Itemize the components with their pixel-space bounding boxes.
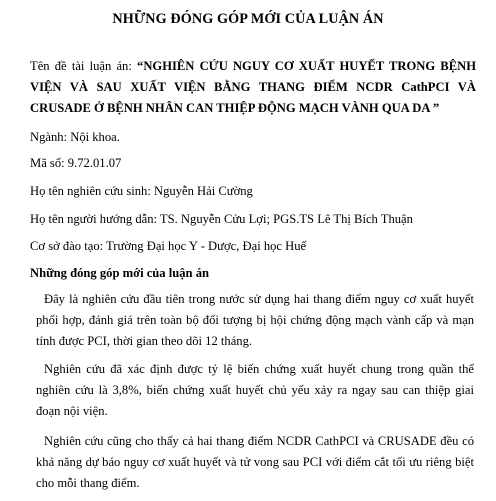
document-title: NHỮNG ĐÓNG GÓP MỚI CỦA LUẬN ÁN [112, 11, 384, 27]
contribution-paragraph-3: Nghiên cứu cũng cho thấy cả hai thang điểm NCDR CathPCI và CRUSADE đều có khả năng dự báo nguy cơ xuất huyết và tử vong sau PCI với điểm cắt tối ưu riêng biệt cho mỗi thang điểm. [36, 434, 474, 490]
researcher-line: Họ tên nghiên cứu sinh: Nguyễn Hải Cường [30, 184, 253, 198]
institution-line: Cơ sở đào tạo: Trường Đại học Y - Dược, Đại học Huế [30, 239, 307, 253]
contribution-paragraph-2: Nghiên cứu đã xác định được tỷ lệ biến chứng xuất huyết chung trong quần thể nghiên cứu là 3,8%, biến chứng xuất huyết chủ yếu xảy ra ngay sau can thiệp giai đoạn nội viện. [36, 362, 474, 418]
topic-label: Tên đề tài luận án: [30, 59, 138, 73]
field-line: Ngành: Nội khoa. [30, 130, 120, 144]
supervisors-line: Họ tên người hướng dẫn: TS. Nguyễn Cửu Lợi; PGS.TS Lê Thị Bích Thuận [30, 212, 413, 226]
code-line: Mã số: 9.72.01.07 [30, 156, 122, 170]
topic-value: “NGHIÊN CỨU NGUY CƠ XUẤT HUYẾT TRONG BỆNH VIỆN VÀ SAU XUẤT VIỆN BẰNG THANG ĐIỂM NCDR CathPCI VÀ CRUSADE Ở BỆNH NHÂN CAN THIỆP ĐỘNG MẠCH VÀNH QUA DA ” [30, 59, 476, 115]
contributions-heading: Những đóng góp mới của luận án [30, 266, 210, 280]
thesis-topic [30, 56, 476, 119]
contribution-paragraph-1: Đây là nghiên cứu đầu tiên trong nước sử dụng hai thang điểm nguy cơ xuất huyết phối hợp, đánh giá trên toàn bộ đối tượng bị hội chứng động mạch vành cấp và mạn tính được PCI, thời gian theo dõi 12 tháng. [36, 292, 474, 348]
